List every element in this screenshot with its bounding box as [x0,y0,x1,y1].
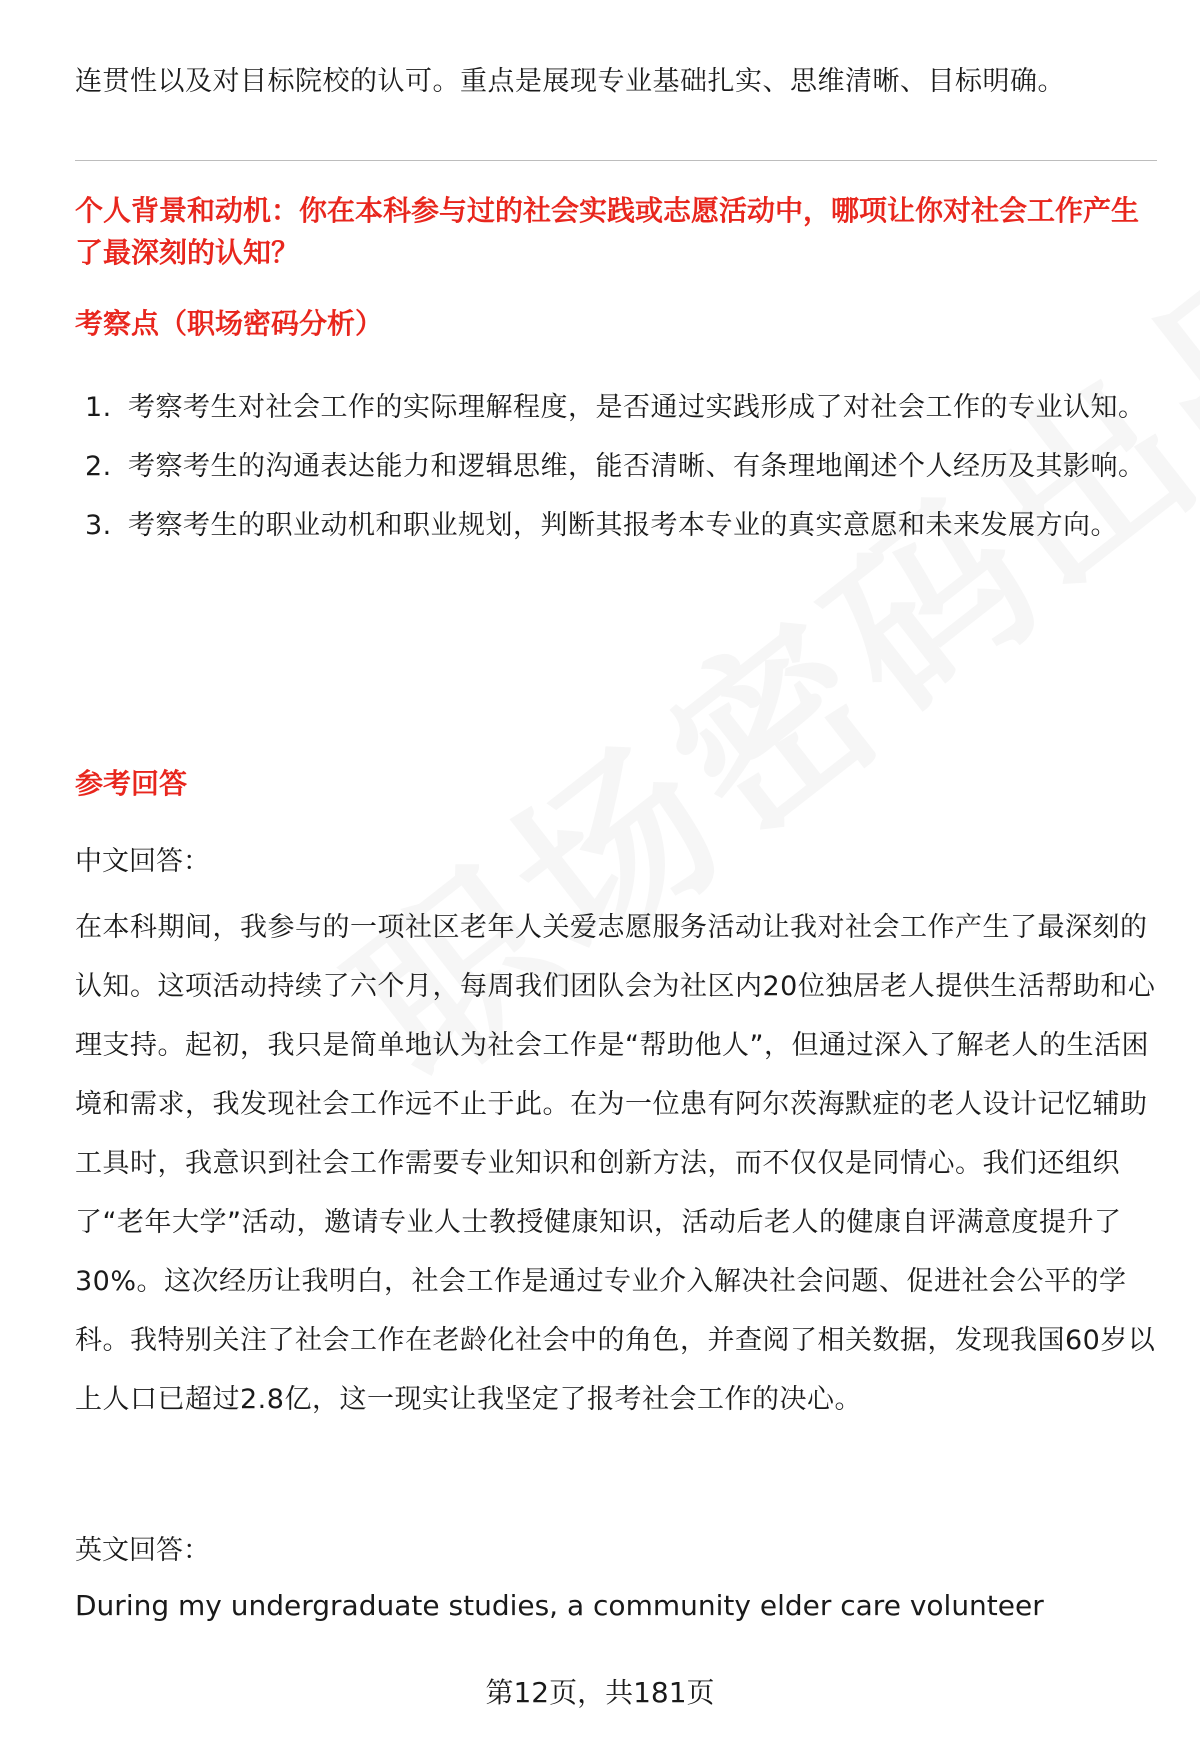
section-divider [75,160,1157,161]
analysis-point-list [75,378,1160,555]
question-heading: 个人背景和动机：你在本科参与过的社会实践或志愿活动中，哪项让你对社会工作产生了最深刻的认知？ [75,194,1140,269]
analysis-heading: 考察点（职场密码分析） [75,307,384,340]
document-page [75,0,1160,1755]
list-number: 3. [85,510,112,541]
list-number: 2. [85,451,112,482]
list-item [75,496,1160,555]
chinese-answer-label: 中文回答： [75,846,210,877]
list-item [75,378,1160,437]
answer-heading: 参考回答 [75,767,188,800]
list-item-text: 考察考生的职业动机和职业规划，判断其报考本专业的真实意愿和未来发展方向。 [128,510,1118,541]
list-item [75,437,1160,496]
english-answer-paragraph: During my undergraduate studies, a community elder care volunteer [75,1589,1044,1622]
list-number: 1. [85,392,112,423]
list-item-text: 考察考生的沟通表达能力和逻辑思维，能否清晰、有条理地阐述个人经历及其影响。 [128,451,1146,482]
page-number-footer: 第12页，共181页 [485,1676,715,1709]
chinese-answer-paragraph: 在本科期间，我参与的一项社区老年人关爱志愿服务活动让我对社会工作产生了最深刻的认知。这项活动持续了六个月，每周我们团队会为社区内20位独居老人提供生活帮助和心理支持。起初，我只是简单地认为社会工作是“帮助他人”，但通过深入了解老人的生活困境和需求，我发现社会工作远不止于此。在为一位患有阿尔茨海默症的老人设计记忆辅助工具时，我意识到社会工作需要专业知识和创新方法，而不仅仅是同情心。我们还组织了“老年大学”活动，邀请专业人士教授健康知识，活动后老人的健康自评满意度提升了30%。这次经历让我明白，社会工作是通过专业介入解决社会问题、促进社会公平的学科。我特别关注了社会工作在老龄化社会中的角色，并查阅了相关数据，发现我国60岁以上人口已超过2.8亿，这一现实让我坚定了报考社会工作的决心。 [75,912,1156,1415]
list-item-text: 考察考生对社会工作的实际理解程度，是否通过实践形成了对社会工作的专业认知。 [128,392,1146,423]
intro-paragraph: 连贯性以及对目标院校的认可。重点是展现专业基础扎实、思维清晰、目标明确。 [75,66,1065,97]
english-answer-label: 英文回答： [75,1535,210,1566]
